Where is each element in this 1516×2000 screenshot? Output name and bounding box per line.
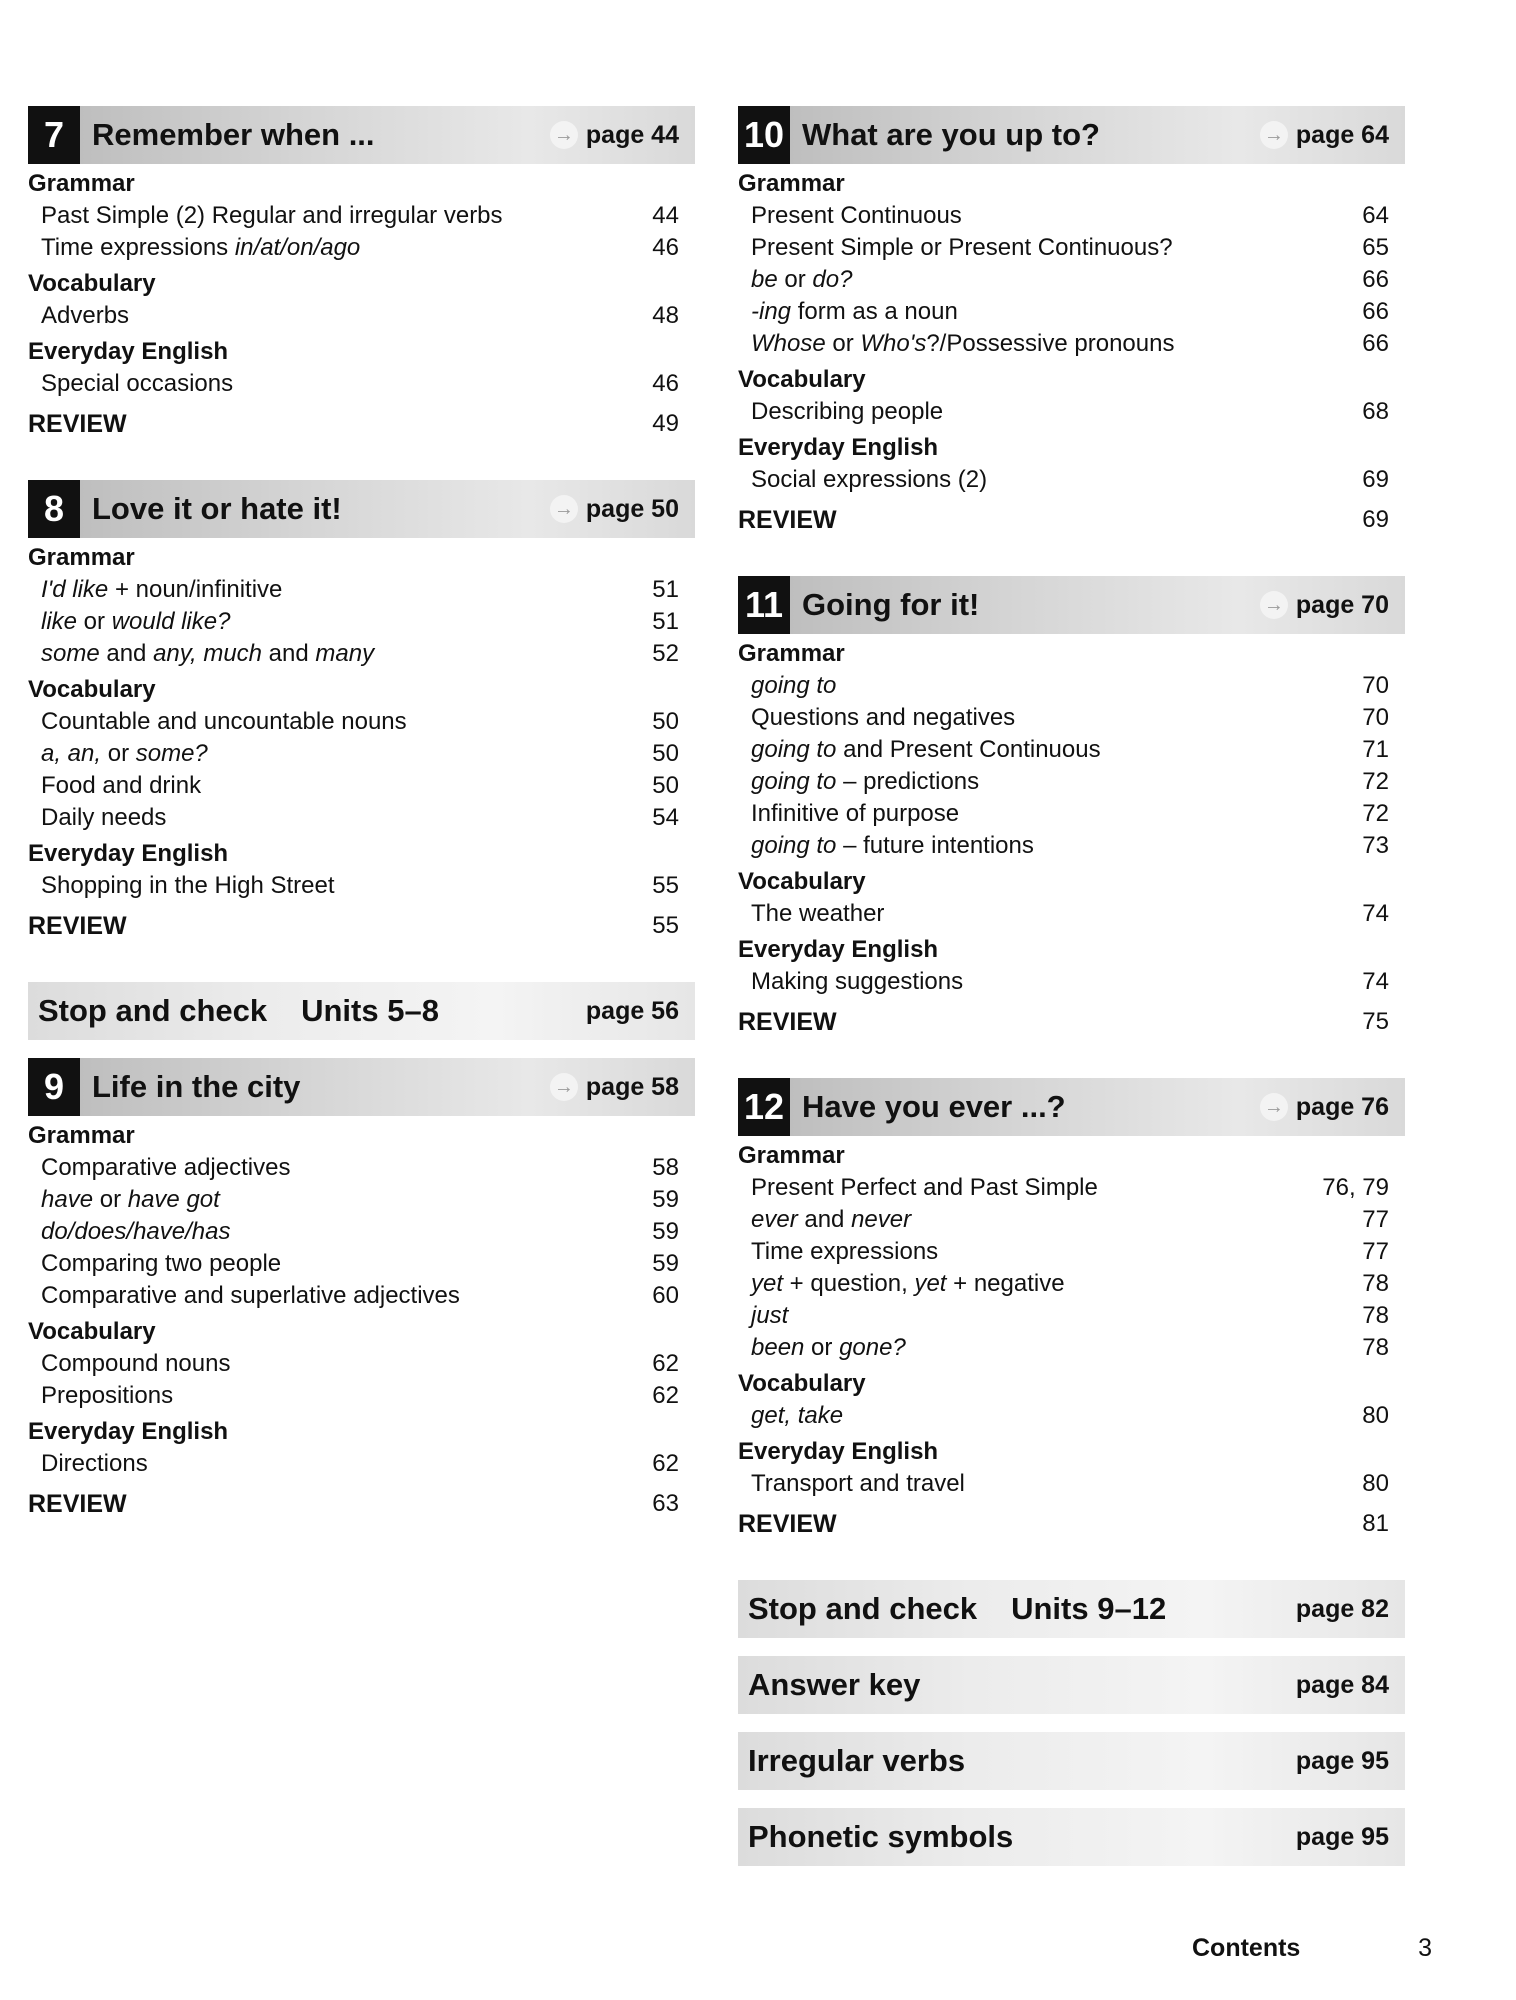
list-item[interactable] [28, 1152, 695, 1184]
arrow-right-icon: → [550, 121, 578, 149]
list-item[interactable] [738, 1332, 1405, 1364]
banner-page-ref: page 84 [1295, 1670, 1389, 1699]
list-item[interactable] [28, 232, 695, 264]
review-label: REVIEW [738, 506, 837, 534]
section [28, 1416, 695, 1480]
review-page-number: 55 [652, 912, 679, 939]
unit-page-link[interactable] [1260, 106, 1389, 164]
unit-page-label: page 70 [1295, 590, 1389, 619]
item-text: have or have got [41, 1186, 220, 1213]
item-page-number: 74 [1362, 900, 1389, 927]
item-page-number: 44 [652, 202, 679, 229]
item-page-number: 58 [652, 1154, 679, 1181]
left-column [28, 106, 695, 1560]
item-page-number: 50 [652, 772, 679, 799]
unit-block [738, 1078, 1405, 1542]
unit-title: Life in the city [92, 1069, 301, 1104]
item-text: Special occasions [41, 370, 234, 397]
item-page-number: 65 [1362, 234, 1389, 261]
list-item[interactable] [28, 770, 695, 802]
section-heading: Grammar [738, 170, 845, 197]
item-text: The weather [751, 900, 885, 927]
unit-number: 9 [28, 1058, 80, 1116]
item-page-number: 46 [652, 370, 679, 397]
review-label: REVIEW [28, 912, 127, 940]
item-text: Daily needs [41, 804, 167, 831]
section-heading: Vocabulary [738, 868, 866, 895]
item-text: Comparing two people [41, 1250, 282, 1277]
banner-title: Stop and check [38, 993, 268, 1028]
review-row[interactable] [28, 1486, 695, 1522]
banner-title: Answer key [748, 1667, 921, 1702]
banner-page-ref: page 95 [1295, 1822, 1389, 1851]
item-text: Adverbs [41, 302, 130, 329]
section [738, 168, 1405, 360]
item-page-number: 70 [1362, 704, 1389, 731]
item-text: going to – future intentions [751, 832, 1034, 859]
item-page-number: 72 [1362, 800, 1389, 827]
list-item[interactable] [28, 1348, 695, 1380]
item-page-number: 46 [652, 234, 679, 261]
unit-8-slot [28, 480, 695, 944]
item-text: going to [751, 672, 837, 699]
item-page-number: 52 [652, 640, 679, 667]
unit-block [738, 576, 1405, 1040]
item-text: Shopping in the High Street [41, 872, 335, 899]
list-item[interactable] [738, 396, 1405, 428]
unit-page-label: page 64 [1295, 120, 1389, 149]
item-text: some and any, much and many [41, 640, 375, 667]
item-text: Present Simple or Present Continuous? [751, 234, 1173, 261]
right-column [738, 106, 1405, 1884]
unit-number: 8 [28, 480, 80, 538]
list-item[interactable] [28, 1448, 695, 1480]
section [738, 364, 1405, 428]
unit-block [738, 106, 1405, 538]
review-row[interactable] [738, 502, 1405, 538]
item-text: get, take [751, 1402, 844, 1429]
list-item[interactable] [738, 200, 1405, 232]
section [28, 268, 695, 332]
item-text: Whose or Who's?/Possessive pronouns [751, 330, 1175, 357]
unit-number: 11 [738, 576, 790, 634]
appendix-banner[interactable] [738, 1580, 1405, 1638]
item-text: Making suggestions [751, 968, 964, 995]
item-page-number: 77 [1362, 1206, 1389, 1233]
item-page-number: 78 [1362, 1302, 1389, 1329]
item-page-number: 66 [1362, 266, 1389, 293]
list-item[interactable] [738, 702, 1405, 734]
section [28, 1316, 695, 1412]
item-page-number: 51 [652, 608, 679, 635]
review-page-number: 75 [1362, 1008, 1389, 1035]
unit-7-slot [28, 106, 695, 442]
list-item[interactable] [28, 1280, 695, 1312]
section-heading: Everyday English [28, 840, 229, 867]
item-page-number: 66 [1362, 298, 1389, 325]
banner-subtitle: Units 9–12 [1011, 1591, 1167, 1626]
banner-title: Irregular verbs [748, 1743, 966, 1778]
item-page-number: 78 [1362, 1334, 1389, 1361]
list-item[interactable] [738, 898, 1405, 930]
item-page-number: 64 [1362, 202, 1389, 229]
review-page-number: 49 [652, 410, 679, 437]
item-page-number: 48 [652, 302, 679, 329]
item-text: Transport and travel [751, 1470, 965, 1497]
unit-page-label: page 50 [585, 494, 679, 523]
item-text: Questions and negatives [751, 704, 1016, 731]
list-item[interactable] [28, 1248, 695, 1280]
section [28, 168, 695, 264]
item-page-number: 76, 79 [1322, 1174, 1389, 1201]
list-item[interactable] [28, 706, 695, 738]
banner-title: Phonetic symbols [748, 1819, 1014, 1854]
item-page-number: 66 [1362, 330, 1389, 357]
review-page-number: 81 [1362, 1510, 1389, 1537]
stop-and-check-banner[interactable] [28, 982, 695, 1040]
unit-title: Have you ever ...? [802, 1089, 1066, 1124]
list-item[interactable] [28, 368, 695, 400]
list-item[interactable] [738, 766, 1405, 798]
item-text: Time expressions [751, 1238, 939, 1265]
item-text: Food and drink [41, 772, 202, 799]
section-heading: Everyday English [738, 434, 939, 461]
list-item[interactable] [738, 328, 1405, 360]
item-text: going to – predictions [751, 768, 980, 795]
list-item[interactable] [738, 798, 1405, 830]
item-text: Present Perfect and Past Simple [751, 1174, 1098, 1201]
list-item[interactable] [28, 574, 695, 606]
item-text: -ing form as a noun [751, 298, 958, 325]
list-item[interactable] [28, 606, 695, 638]
review-label: REVIEW [738, 1008, 837, 1036]
unit-title: Remember when ... [92, 117, 375, 152]
unit-header[interactable] [738, 106, 1405, 164]
list-item[interactable] [28, 738, 695, 770]
unit-title: Love it or hate it! [92, 491, 342, 526]
item-text: Infinitive of purpose [751, 800, 960, 827]
list-item[interactable] [28, 1216, 695, 1248]
item-text: just [751, 1302, 789, 1329]
list-item[interactable] [738, 1172, 1405, 1204]
banner-subtitle: Units 5–8 [301, 993, 439, 1028]
section [28, 542, 695, 670]
list-item[interactable] [28, 1380, 695, 1412]
item-page-number: 62 [652, 1450, 679, 1477]
unit-page-link[interactable] [550, 1058, 679, 1116]
list-item[interactable] [28, 802, 695, 834]
unit-block [28, 1058, 695, 1522]
list-item[interactable] [738, 670, 1405, 702]
list-item[interactable] [738, 296, 1405, 328]
item-page-number: 50 [652, 708, 679, 735]
unit-page-label: page 76 [1295, 1092, 1389, 1121]
review-row[interactable] [28, 406, 695, 442]
item-text: Comparative and superlative adjectives [41, 1282, 460, 1309]
section-heading: Vocabulary [28, 676, 156, 703]
item-text: Compound nouns [41, 1350, 231, 1377]
review-row[interactable] [28, 908, 695, 944]
list-item[interactable] [738, 966, 1405, 998]
unit-title: Going for it! [802, 587, 980, 622]
item-page-number: 62 [652, 1350, 679, 1377]
unit-page-link[interactable] [1260, 1078, 1389, 1136]
arrow-right-icon: → [550, 495, 578, 523]
section [28, 1120, 695, 1312]
section-heading: Vocabulary [738, 366, 866, 393]
unit-header[interactable] [738, 576, 1405, 634]
list-item[interactable] [738, 734, 1405, 766]
item-page-number: 72 [1362, 768, 1389, 795]
unit-block [28, 106, 695, 442]
item-page-number: 50 [652, 740, 679, 767]
item-page-number: 70 [1362, 672, 1389, 699]
arrow-right-icon: → [1260, 1093, 1288, 1121]
list-item[interactable] [28, 300, 695, 332]
unit-10-slot [738, 106, 1405, 538]
section-heading: Grammar [28, 544, 135, 571]
item-text: Comparative adjectives [41, 1154, 291, 1181]
banner-page-ref: page 82 [1295, 1594, 1389, 1623]
unit-page-link[interactable] [550, 480, 679, 538]
item-text: Prepositions [41, 1382, 174, 1409]
banner-page-ref: page 56 [585, 996, 679, 1025]
review-page-number: 63 [652, 1490, 679, 1517]
list-item[interactable] [738, 1300, 1405, 1332]
section-heading: Everyday English [28, 1418, 229, 1445]
list-item[interactable] [738, 830, 1405, 862]
section [738, 1140, 1405, 1364]
review-row[interactable] [738, 1506, 1405, 1542]
item-page-number: 68 [1362, 398, 1389, 425]
section-heading: Grammar [28, 1122, 135, 1149]
item-text: yet + question, yet + negative [751, 1270, 1065, 1297]
item-text: been or gone? [751, 1334, 906, 1361]
list-item[interactable] [738, 1468, 1405, 1500]
item-page-number: 69 [1362, 466, 1389, 493]
section [738, 934, 1405, 998]
section-heading: Grammar [28, 170, 135, 197]
appendix-banner[interactable] [738, 1808, 1405, 1866]
section-heading: Vocabulary [28, 1318, 156, 1345]
item-text: Countable and uncountable nouns [41, 708, 407, 735]
section-heading: Vocabulary [738, 1370, 866, 1397]
item-text: I'd like + noun/infinitive [41, 576, 283, 603]
item-page-number: 62 [652, 1382, 679, 1409]
appendix-banner[interactable] [738, 1732, 1405, 1790]
appendix-banner[interactable] [738, 1656, 1405, 1714]
list-item[interactable] [28, 638, 695, 670]
list-item[interactable] [28, 870, 695, 902]
unit-page-link[interactable] [1260, 576, 1389, 634]
item-page-number: 74 [1362, 968, 1389, 995]
item-page-number: 78 [1362, 1270, 1389, 1297]
item-text: ever and never [751, 1206, 912, 1233]
item-text: Directions [41, 1450, 148, 1477]
unit-12-slot [738, 1078, 1405, 1542]
list-item[interactable] [738, 1236, 1405, 1268]
review-row[interactable] [738, 1004, 1405, 1040]
item-text: Describing people [751, 398, 944, 425]
item-page-number: 59 [652, 1186, 679, 1213]
item-page-number: 71 [1362, 736, 1389, 763]
item-page-number: 77 [1362, 1238, 1389, 1265]
page-footer [1192, 1934, 1432, 1963]
footer-label: Contents [1192, 1934, 1301, 1962]
review-label: REVIEW [738, 1510, 837, 1538]
review-page-number: 69 [1362, 506, 1389, 533]
section-heading: Everyday English [738, 936, 939, 963]
unit-number: 7 [28, 106, 80, 164]
item-page-number: 51 [652, 576, 679, 603]
unit-header[interactable] [738, 1078, 1405, 1136]
item-page-number: 55 [652, 872, 679, 899]
review-label: REVIEW [28, 1490, 127, 1518]
section [28, 674, 695, 834]
unit-9-slot [28, 1058, 695, 1522]
section [738, 866, 1405, 930]
list-item[interactable] [738, 464, 1405, 496]
item-page-number: 54 [652, 804, 679, 831]
unit-title: What are you up to? [802, 117, 1100, 152]
item-text: Present Continuous [751, 202, 962, 229]
section-heading: Everyday English [738, 1438, 939, 1465]
arrow-right-icon: → [1260, 591, 1288, 619]
list-item[interactable] [28, 200, 695, 232]
appendix-banners [738, 1580, 1405, 1866]
item-text: a, an, or some? [41, 740, 208, 767]
list-item[interactable] [738, 1204, 1405, 1236]
item-page-number: 80 [1362, 1470, 1389, 1497]
unit-page-label: page 58 [585, 1072, 679, 1101]
section-heading: Vocabulary [28, 270, 156, 297]
item-page-number: 73 [1362, 832, 1389, 859]
item-page-number: 60 [652, 1282, 679, 1309]
unit-header[interactable] [28, 1058, 695, 1116]
section [738, 1436, 1405, 1500]
list-item[interactable] [738, 1268, 1405, 1300]
unit-number: 12 [738, 1078, 790, 1136]
item-text: going to and Present Continuous [751, 736, 1101, 763]
list-item[interactable] [738, 232, 1405, 264]
list-item[interactable] [28, 1184, 695, 1216]
unit-block [28, 480, 695, 944]
item-text: like or would like? [41, 608, 231, 635]
unit-header[interactable] [28, 106, 695, 164]
item-text: do/does/have/has [41, 1218, 231, 1245]
section [28, 838, 695, 902]
item-text: Time expressions in/at/on/ago [41, 234, 361, 261]
item-page-number: 80 [1362, 1402, 1389, 1429]
list-item[interactable] [738, 264, 1405, 296]
review-label: REVIEW [28, 410, 127, 438]
item-text: be or do? [751, 266, 853, 293]
item-text: Social expressions (2) [751, 466, 988, 493]
unit-number: 10 [738, 106, 790, 164]
page-number: 3 [1418, 1934, 1432, 1962]
unit-page-link[interactable] [550, 106, 679, 164]
unit-11-slot [738, 576, 1405, 1040]
item-text: Past Simple (2) Regular and irregular verbs [41, 202, 503, 229]
section [738, 1368, 1405, 1432]
arrow-right-icon: → [1260, 121, 1288, 149]
section-heading: Grammar [738, 640, 845, 667]
list-item[interactable] [738, 1400, 1405, 1432]
unit-page-label: page 44 [585, 120, 679, 149]
banner-page-ref: page 95 [1295, 1746, 1389, 1775]
section [28, 336, 695, 400]
unit-header[interactable] [28, 480, 695, 538]
section-heading: Grammar [738, 1142, 845, 1169]
section [738, 432, 1405, 496]
banner-title: Stop and check [748, 1591, 978, 1626]
arrow-right-icon: → [550, 1073, 578, 1101]
section-heading: Everyday English [28, 338, 229, 365]
item-page-number: 59 [652, 1218, 679, 1245]
section [738, 638, 1405, 862]
item-page-number: 59 [652, 1250, 679, 1277]
